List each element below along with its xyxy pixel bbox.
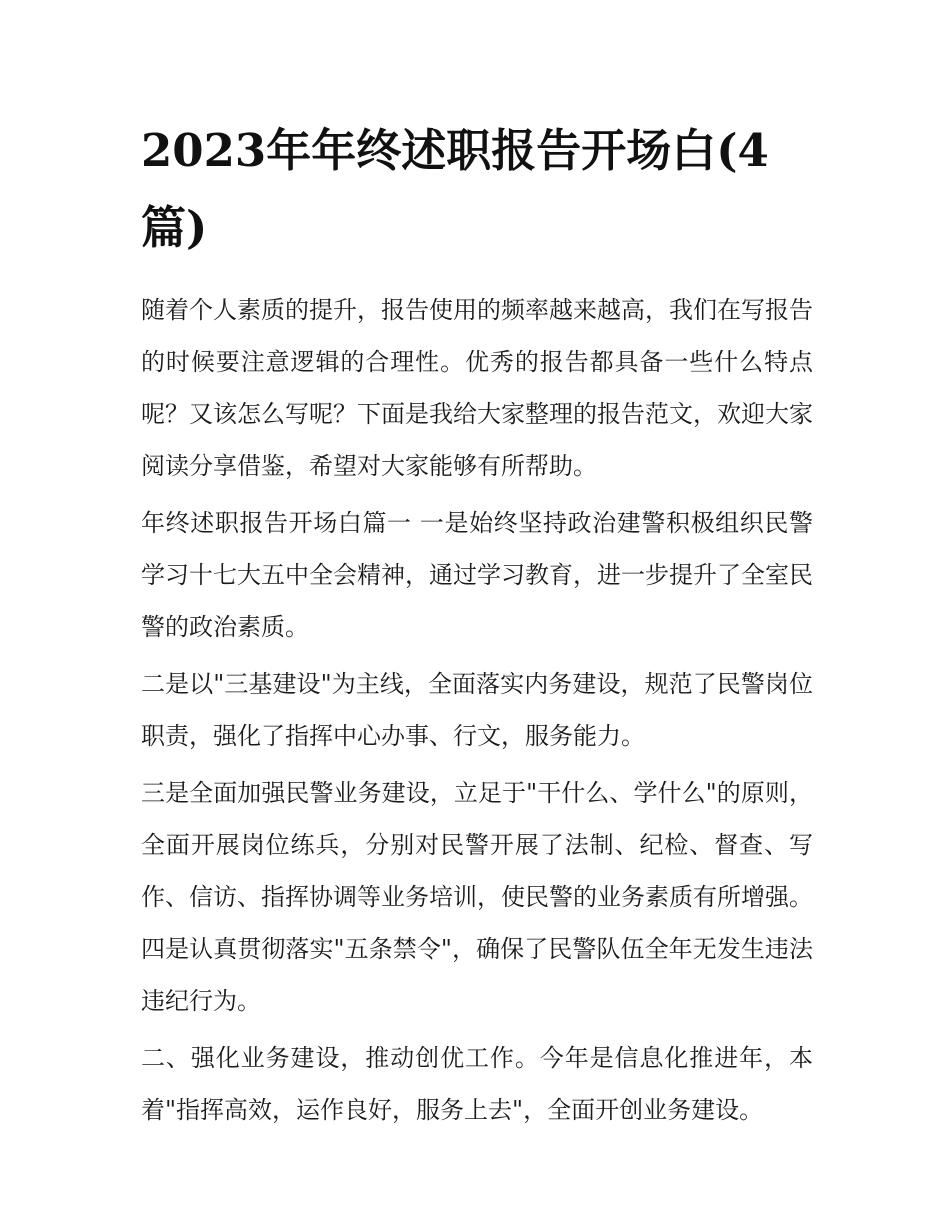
paragraph-3: 三是全面加强民警业务建设，立足于"干什么、学什么"的原则，全面开展岗位练兵，分别对民警开展了法制、纪检、督查、写作、信访、指挥协调等业务培训，使民警的业务素质有所增强。四是认真贯彻落实"五条禁令"，确保了民警队伍全年无发生违法违纪行为。: [141, 779, 813, 1015]
document-title: 2023年年终述职报告开场白(4篇): [141, 124, 769, 254]
paragraph-4: 二、强化业务建设，推动创优工作。今年是信息化推进年，本着"指挥高效，运作良好，服务上去"，全面开创业务建设。: [141, 1044, 813, 1124]
document-body: [141, 112, 813, 1136]
paragraph-1: 年终述职报告开场白篇一 一是始终坚持政治建警积极组织民警学习十七大五中全会精神，通过学习教育，进一步提升了全室民警的政治素质。: [141, 509, 813, 641]
paragraph-2: 二是以"三基建设"为主线，全面落实内务建设，规范了民警岗位职责，强化了指挥中心办事、行文，服务能力。: [141, 670, 813, 750]
paragraph-intro: 随着个人素质的提升，报告使用的频率越来越高，我们在写报告的时候要注意逻辑的合理性。优秀的报告都具备一些什么特点呢？又该怎么写呢？下面是我给大家整理的报告范文，欢迎大家阅读分享借鉴，希望对大家能够有所帮助。: [141, 296, 813, 480]
